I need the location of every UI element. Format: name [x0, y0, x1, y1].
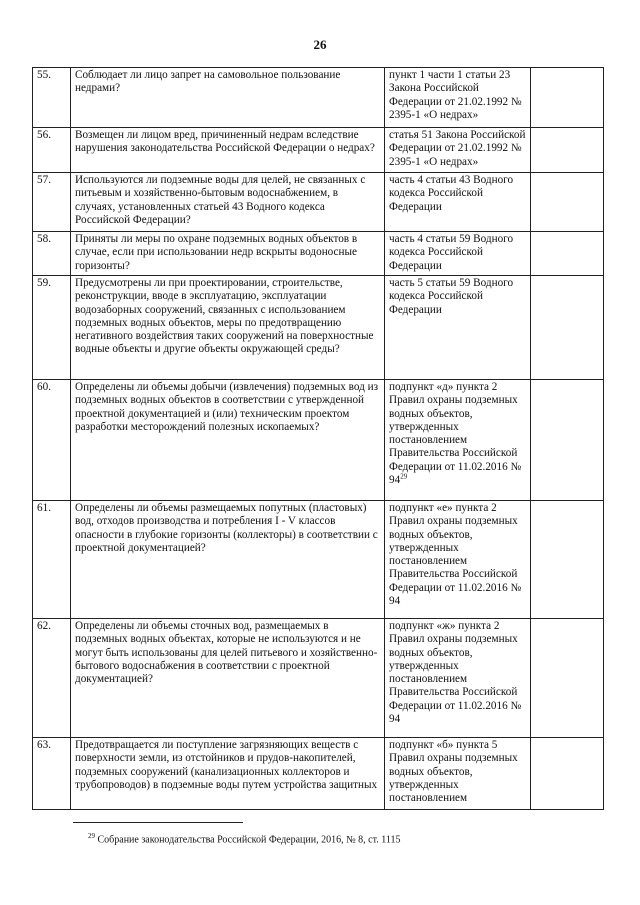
footnote-separator [73, 822, 243, 823]
footnote-number: 29 [88, 832, 95, 840]
note-cell [531, 619, 604, 738]
note-cell [531, 68, 604, 128]
note-cell [531, 380, 604, 501]
table-row [33, 68, 604, 128]
question-cell: Определены ли объемы сточных вод, размещаемых в подземных водных объектах, которые не используются и не могут быть использованы для целей питьевого и хозяйственно-бытового водоснабжения в соответствии с проектной документацией? [71, 619, 385, 738]
legal-reference-text: подпункт «д» пункта 2 Правил охраны подземных водных объектов, утвержденных постановлением Правительства Российской Федерации от 11.02.2016 № 94 [389, 381, 522, 487]
row-number: 58. [33, 232, 71, 276]
row-number: 59. [33, 276, 71, 380]
legal-reference-cell: часть 5 статьи 59 Водного кодекса Российской Федерации [385, 276, 531, 380]
legal-reference-cell: подпункт «е» пункта 2 Правил охраны подземных водных объектов, утвержденных постановлением Правительства Российской Федерации от 11.02.2016 № 94 [385, 501, 531, 619]
table-row [33, 173, 604, 232]
legal-reference-cell: подпункт «ж» пункта 2 Правил охраны подземных водных объектов, утвержденных постановлением Правительства Российской Федерации от 11.02.2016 № 94 [385, 619, 531, 738]
footnote [88, 830, 400, 846]
question-cell: Предотвращается ли поступление загрязняющих веществ с поверхности земли, из отстойников и прудов-накопителей, подземных сооружений (канализационных коллекторов и трубопроводов) в подземные воды путем устройства защитных [71, 738, 385, 810]
row-number: 57. [33, 173, 71, 232]
row-number: 62. [33, 619, 71, 738]
question-cell: Определены ли объемы размещаемых попутных (пластовых) вод, отходов производства и потребления I - V классов опасности в глубокие горизонты (коллекторы) в соответствии с проектной документацией? [71, 501, 385, 619]
legal-reference-cell: пункт 1 части 1 статьи 23 Закона Российской Федерации от 21.02.1992 № 2395-1 «О недрах» [385, 68, 531, 128]
row-number: 63. [33, 738, 71, 810]
note-cell [531, 232, 604, 276]
question-cell: Возмещен ли лицом вред, причиненный недрам вследствие нарушения законодательства Российской Федерации о недрах? [71, 128, 385, 173]
table-row [33, 232, 604, 276]
table-row [33, 738, 604, 810]
question-cell: Соблюдает ли лицо запрет на самовольное пользование недрами? [71, 68, 385, 128]
footnote-reference: 29 [400, 472, 408, 481]
row-number: 56. [33, 128, 71, 173]
table-row [33, 501, 604, 619]
legal-reference-cell: подпункт «б» пункта 5 Правил охраны подземных водных объектов, утвержденных постановлением [385, 738, 531, 810]
question-cell: Предусмотрены ли при проектировании, строительстве, реконструкции, вводе в эксплуатацию, эксплуатации водозаборных сооружений, связанных с использованием подземных водных объектов, меры по предотвращению негативного воздействия таких сооружений на поверхностные водные объекты и другие объекты окружающей среды? [71, 276, 385, 380]
legal-reference-cell: часть 4 статьи 43 Водного кодекса Российской Федерации [385, 173, 531, 232]
table-row [33, 619, 604, 738]
note-cell [531, 501, 604, 619]
table-row [33, 380, 604, 501]
page-number: 26 [313, 37, 327, 52]
row-number: 61. [33, 501, 71, 619]
note-cell [531, 173, 604, 232]
row-number: 55. [33, 68, 71, 128]
question-cell: Приняты ли меры по охране подземных водных объектов в случае, если при использовании недр вскрыты водоносные горизонты? [71, 232, 385, 276]
note-cell [531, 738, 604, 810]
question-cell: Определены ли объемы добычи (извлечения) подземных вод из подземных водных объектов в соответствии с утвержденной проектной документацией и (или) техническим проектом разработки месторождений полезных ископаемых? [71, 380, 385, 501]
note-cell [531, 128, 604, 173]
footnote-text: Собрание законодательства Российской Федерации, 2016, № 8, ст. 1115 [97, 834, 401, 846]
table-row [33, 276, 604, 380]
legal-reference-cell: статья 51 Закона Российской Федерации от 21.02.1992 № 2395-1 «О недрах» [385, 128, 531, 173]
legal-reference-cell: часть 4 статьи 59 Водного кодекса Российской Федерации [385, 232, 531, 276]
row-number: 60. [33, 380, 71, 501]
note-cell [531, 276, 604, 380]
checklist-table [32, 67, 604, 810]
legal-reference-cell [385, 380, 531, 501]
table-row [33, 128, 604, 173]
question-cell: Используются ли подземные воды для целей, не связанных с питьевым и хозяйственно-бытовым водоснабжением, в случаях, установленных статьей 43 Водного кодекса Российской Федерации? [71, 173, 385, 232]
